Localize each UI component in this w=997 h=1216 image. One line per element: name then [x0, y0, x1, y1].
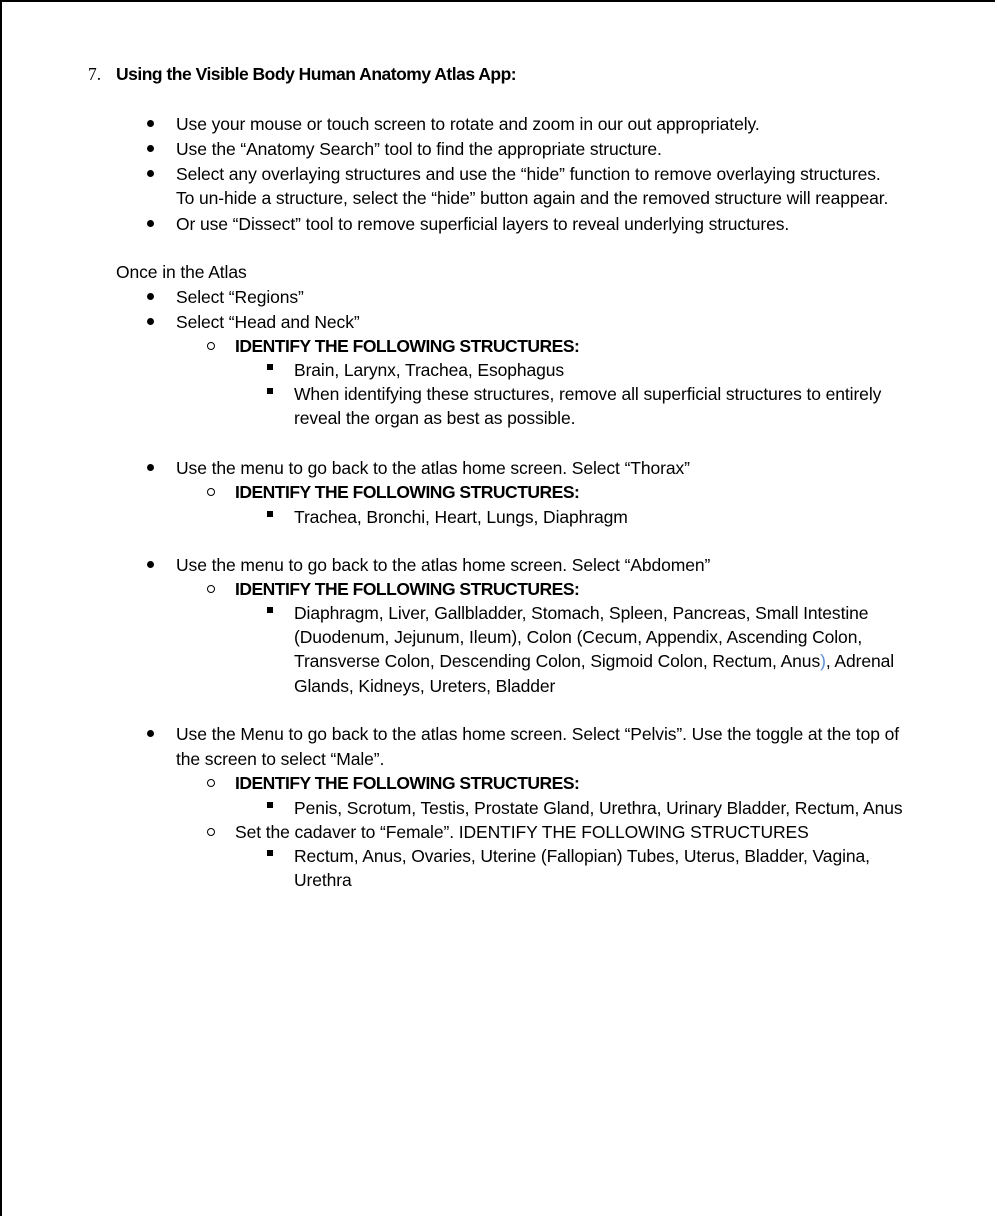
bullet-dot-icon [147, 730, 154, 737]
section-number: 7. [88, 64, 102, 84]
step-select-head-neck: Select “Head and Neck” [176, 312, 360, 332]
bullet-square-icon [267, 607, 273, 613]
bullet-circle-icon [207, 342, 215, 350]
bullet-circle-icon [207, 779, 215, 787]
abdomen-structures-line3 [294, 650, 894, 672]
abdomen-line3-tail: , Adrenal [825, 651, 895, 671]
abdomen-structures-line1: Diaphragm, Liver, Gallbladder, Stomach, Spleen, Pancreas, Small Intestine [294, 603, 869, 623]
once-in-atlas-label: Once in the Atlas [116, 262, 247, 282]
intro-bullet-search: Use the “Anatomy Search” tool to find the appropriate structure. [176, 139, 662, 159]
bullet-dot-icon [147, 170, 154, 177]
step-select-regions: Select “Regions” [176, 287, 304, 307]
bullet-square-icon [267, 388, 273, 394]
abdomen-line3-main: Transverse Colon, Descending Colon, Sigmoid Colon, Rectum, Anus [294, 651, 821, 671]
bullet-square-icon [267, 511, 273, 517]
pelvis-female-structures-line1: Rectum, Anus, Ovaries, Uterine (Fallopian) Tubes, Uterus, Bladder, Vagina, [294, 846, 870, 866]
bullet-dot-icon [147, 120, 154, 127]
abdomen-line3-paren: ) [820, 651, 826, 671]
head-neck-note-line2: reveal the organ as best as possible. [294, 408, 576, 428]
intro-bullet-hide: Select any overlaying structures and use the “hide” function to remove overlaying structures. [176, 164, 881, 184]
abdomen-structures-line4: Glands, Kidneys, Ureters, Bladder [294, 676, 556, 696]
pelvis-female-instruction: Set the cadaver to “Female”. IDENTIFY THE FOLLOWING STRUCTURES [235, 822, 809, 842]
bullet-circle-icon [207, 585, 215, 593]
bullet-circle-icon [207, 828, 215, 836]
identify-heading-abdomen: IDENTIFY THE FOLLOWING STRUCTURES: [235, 579, 580, 599]
identify-heading-pelvis: IDENTIFY THE FOLLOWING STRUCTURES: [235, 773, 580, 793]
head-neck-note-line1: When identifying these structures, remove all superficial structures to entirely [294, 384, 882, 404]
pelvis-male-structures: Penis, Scrotum, Testis, Prostate Gland, Urethra, Urinary Bladder, Rectum, Anus [294, 798, 903, 818]
intro-bullet-unhide: To un-hide a structure, select the “hide” button again and the removed structure will reappear. [176, 188, 889, 208]
intro-bullet-rotate: Use your mouse or touch screen to rotate and zoom in our out appropriately. [176, 114, 760, 134]
bullet-square-icon [267, 850, 273, 856]
intro-bullet-dissect: Or use “Dissect” tool to remove superficial layers to reveal underlying structures. [176, 214, 790, 234]
bullet-dot-icon [147, 145, 154, 152]
bullet-square-icon [267, 802, 273, 808]
section-title: Using the Visible Body Human Anatomy Atlas App: [116, 64, 517, 84]
thorax-structures: Trachea, Bronchi, Heart, Lungs, Diaphragm [294, 507, 628, 527]
bullet-dot-icon [147, 318, 154, 325]
bullet-dot-icon [147, 561, 154, 568]
bullet-square-icon [267, 364, 273, 370]
pelvis-instruction-line2: the screen to select “Male”. [176, 749, 385, 769]
bullet-dot-icon [147, 220, 154, 227]
abdomen-structures-line2: (Duodenum, Jejunum, Ileum), Colon (Cecum, Appendix, Ascending Colon, [294, 627, 863, 647]
head-neck-structures: Brain, Larynx, Trachea, Esophagus [294, 360, 565, 380]
pelvis-instruction-line1: Use the Menu to go back to the atlas home screen. Select “Pelvis”. Use the toggle at the top of [176, 724, 899, 744]
bullet-circle-icon [207, 488, 215, 496]
bullet-dot-icon [147, 293, 154, 300]
thorax-instruction: Use the menu to go back to the atlas home screen. Select “Thorax” [176, 458, 690, 478]
pelvis-female-structures-line2: Urethra [294, 870, 352, 890]
bullet-dot-icon [147, 464, 154, 471]
identify-heading-head-neck: IDENTIFY THE FOLLOWING STRUCTURES: [235, 336, 580, 356]
abdomen-instruction: Use the menu to go back to the atlas home screen. Select “Abdomen” [176, 555, 711, 575]
identify-heading-thorax: IDENTIFY THE FOLLOWING STRUCTURES: [235, 482, 580, 502]
